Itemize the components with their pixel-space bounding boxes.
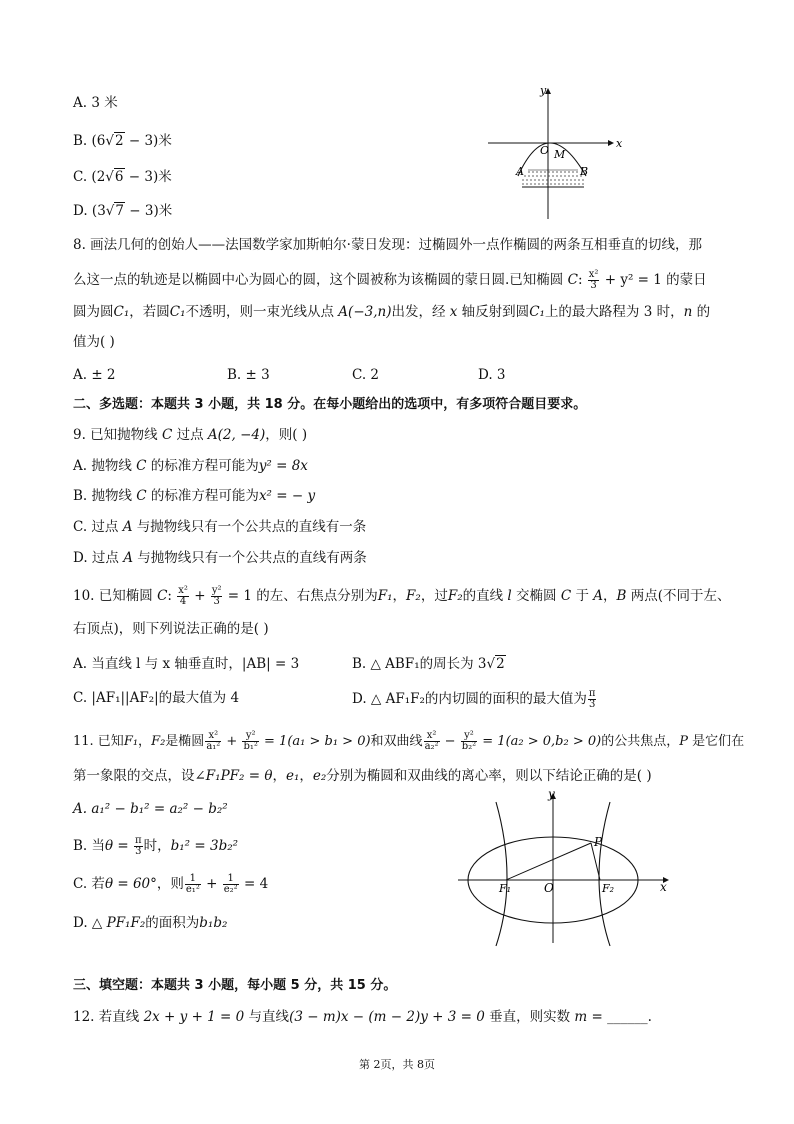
fig11-label-f1: F₁ — [499, 882, 512, 895]
q11-ellipse-hyperbola-figure — [456, 788, 676, 948]
segment-pf1 — [506, 843, 591, 880]
fig7-label-o: O — [540, 144, 550, 157]
q12-stem: 12. 若直线 2x + y + 1 = 0 与直线(3 − m)x − (m − 2)y + 3 = 0 垂直，则实数 m = ______. — [73, 1009, 652, 1025]
q9-option-d: D. 过点 A 与抛物线只有一个公共点的直线有两条 — [73, 550, 367, 566]
q9-stem: 9. 已知抛物线 C 过点 A(2, −4)，则( ) — [73, 427, 308, 443]
fig11-label-y: y — [548, 788, 555, 801]
q8-line-3: 圆为圆C₁，若圆C₁不透明，则一束光线从点 A(−3,n)出发，经 x 轴反射到圆C₁上的最大路程为 3 时，n 的 — [73, 304, 711, 320]
fig11-label-o: O — [544, 881, 554, 895]
fig7-label-b: B — [580, 165, 589, 178]
q11-option-b: B. 当θ = $\frac{\pi}{3}$ 时，b₁² = 3b₂² — [73, 835, 239, 857]
parabola-curve — [518, 143, 589, 178]
q9-option-b: B. 抛物线 C 的标准方程可能为x² = − y — [73, 488, 316, 504]
q8-option-c: C. 2 — [352, 367, 380, 383]
q8-line-2: 么这一点的轨迹是以椭圆中心为圆心的圆，这个圆被称为该椭圆的蒙日圆.已知椭圆 C: $\frac{\text{x²}}{3}$ + y² = 1 的蒙日 — [73, 269, 707, 291]
q10-line-1: 10. 已知椭圆 C: $\frac{\text{x²}}{4}$ + $\frac{\text{y²}}{3}$ = 1 的左、右焦点分别为F₁，F₂，过F₂的直线 l 交椭圆 C 于 A，B 两点(不同于左、 — [73, 585, 731, 607]
fig11-label-f2: F₂ — [602, 882, 615, 895]
q11-line-2: 第一象限的交点，设∠F₁PF₂ = θ，e₁，e₂分别为椭圆和双曲线的离心率，则以下结论正确的是( ) — [73, 768, 652, 784]
q7-option-b: B. (6√2 − 3)米 — [73, 133, 172, 149]
q10-option-a: A. 当直线 l 与 x 轴垂直时，|AB| = 3 — [73, 656, 300, 672]
q7-option-d: D. (3√7 − 3)米 — [73, 203, 173, 219]
section-3-heading: 三、填空题：本题共 3 小题，每小题 5 分，共 15 分。 — [73, 978, 397, 993]
q8-option-b: B. ± 3 — [227, 367, 270, 383]
q8-option-a: A. ± 2 — [73, 367, 116, 383]
q11-line-1: 11. 已知F₁，F₂是椭圆 $\frac{\text{x²}}{\text{a₁²}}$ + $\frac{\text{y²}}{\text{b₁²}}$ = 1(a₁ > b₁ > 0)和双曲线 $\frac{\text{x²}}{\text{a₂²}}$ − $\frac{\text{y²}}{\text{b₂²}}$ = 1(a₂ > 0,b₂ > 0)的公共焦点，P 是它们在 — [73, 730, 745, 752]
q11-option-d: D. △ PF₁F₂的面积为b₁b₂ — [73, 915, 228, 931]
q11-option-c: C. 若θ = 60°，则 $\frac{1}{\text{e₁²}}$ + $\frac{1}{\text{e₂²}}$ = 4 — [73, 873, 269, 895]
q11-option-a: A. a₁² − b₁² = a₂² − b₂² — [73, 801, 228, 817]
section-2-heading: 二、多选题：本题共 3 小题，共 18 分。在每小题给出的选项中，有多项符合题目要求。 — [73, 397, 587, 412]
q9-option-c: C. 过点 A 与抛物线只有一个公共点的直线有一条 — [73, 519, 367, 535]
q8-option-d: D. 3 — [478, 367, 506, 383]
q7-parabola-figure — [488, 84, 628, 224]
q7-option-c: C. (2√6 − 3)米 — [73, 169, 172, 185]
q8-line-4: 值为( ) — [73, 334, 115, 350]
fig11-label-x: x — [660, 880, 667, 894]
fig7-label-x: x — [616, 137, 623, 150]
q8-line-1: 8. 画法几何的创始人——法国数学家加斯帕尔·蒙日发现：过椭圆外一点作椭圆的两条互相垂直的切线，那 — [73, 237, 702, 253]
fig7-label-m: M — [554, 148, 566, 161]
fig7-label-a: A — [516, 165, 524, 178]
q10-option-d: D. △ AF₁F₂的内切圆的面积的最大值为 $\frac{\pi}{3}$ — [352, 688, 596, 710]
hyperbola-right-branch — [599, 802, 610, 946]
q10-option-b: B. △ ABF₁的周长为 3√2 — [352, 656, 505, 672]
q9-option-a: A. 抛物线 C 的标准方程可能为y² = 8x — [73, 458, 308, 474]
page-footer: 第 2页，共 8页 — [359, 1058, 435, 1071]
q10-option-c: C. |AF₁||AF₂|的最大值为 4 — [73, 690, 240, 706]
fig11-label-p: P — [594, 835, 603, 849]
water-hatching — [522, 172, 584, 184]
hyperbola-left-branch — [496, 802, 507, 946]
q10-line-2: 右顶点)，则下列说法正确的是( ) — [73, 621, 269, 637]
fig7-label-y: y — [540, 84, 547, 97]
q7-option-a: A. 3 米 — [73, 95, 118, 111]
